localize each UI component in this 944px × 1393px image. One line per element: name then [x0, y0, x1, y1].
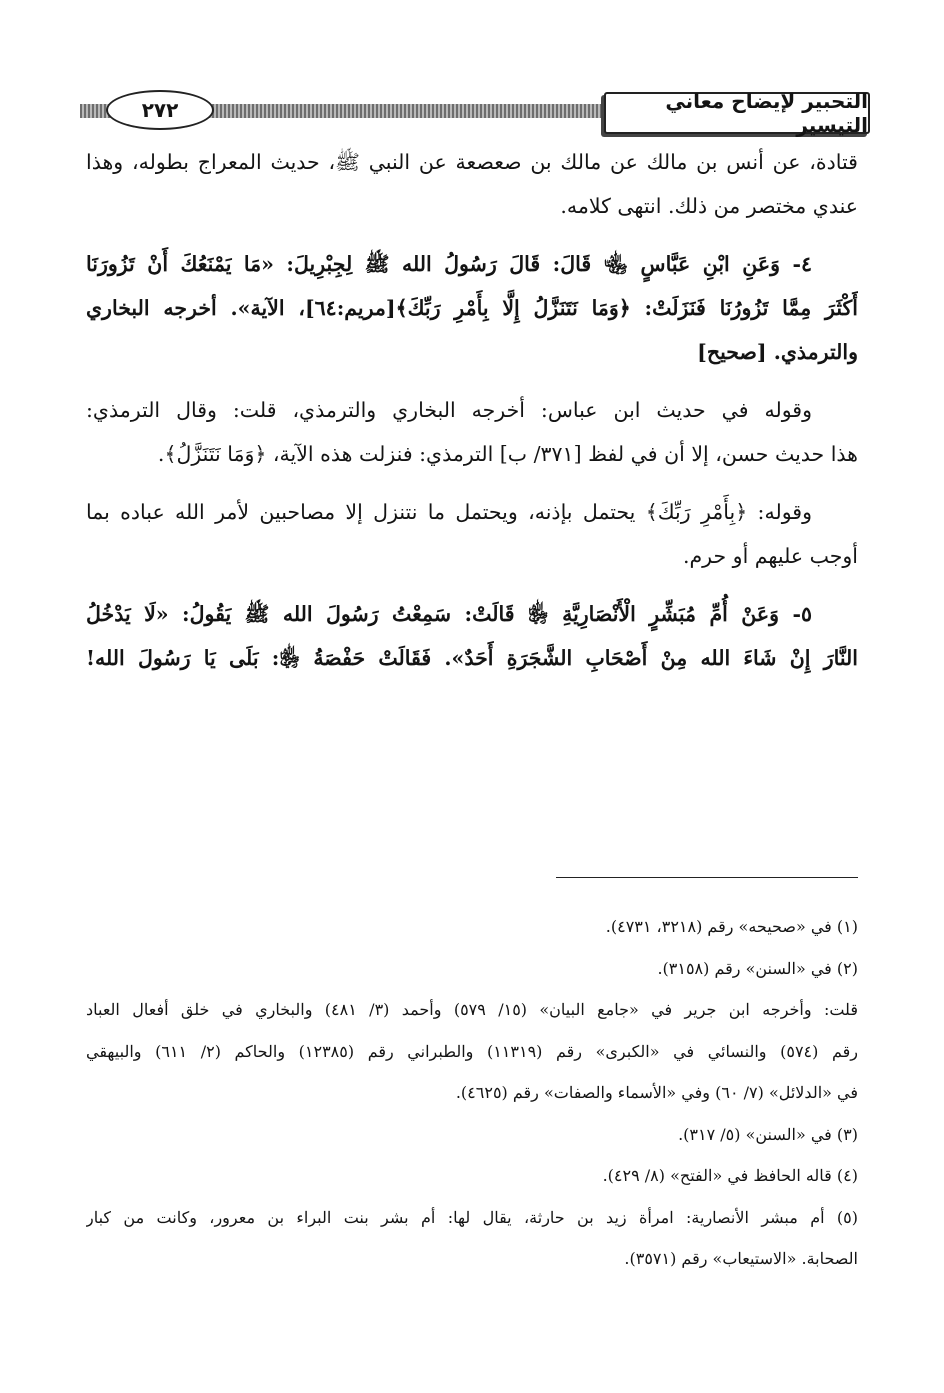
footnote-separator — [556, 877, 858, 878]
text-line: وقوله في حديث ابن عباس: أخرجه البخاري والترمذي، قلت: وقال الترمذي: — [86, 398, 812, 422]
footnote: (٣) في «السنن» (٥/ ٣١٧). — [678, 1124, 858, 1144]
footnotes — [86, 906, 858, 1280]
text-line: عندي مختصر من ذلك. انتهى كلامه. — [560, 194, 858, 218]
text-line: قتادة، عن أنس بن مالك عن مالك بن صعصعة عن النبي ﷺ، حديث المعراج بطوله، وهذا — [86, 150, 858, 174]
text-line: هذا حديث حسن، إلا أن في لفظ [٣٧١/ ب] الترمذي: فنزلت هذه الآية، ﴿وَمَا نَتَنَزَّلُ﴾. — [157, 442, 858, 466]
footnote: (٥) أم مبشر الأنصارية: امرأة زيد بن حارثة، يقال لها: أم بشر بنت البراء بن معرور، وكانت من كبار — [86, 1207, 858, 1227]
footnote: في «الدلائل» (٧/ ٦٠) وفي «الأسماء والصفات» رقم (٤٦٢٥). — [455, 1083, 858, 1102]
page-header — [80, 84, 870, 136]
hadith-5-line: ٥- وَعَنْ أُمِّ مُبَشِّرٍ الْأَنْصَارِيَّةِ ﵂ قَالَتْ: سَمِعْتُ رَسُولَ الله ﷺ يَقُولُ: «لَا يَدْخُلُ — [86, 602, 812, 626]
footnote: قلت: وأخرجه ابن جرير في «جامع البيان» (١٥/ ٥٧٩) وأحمد (٣/ ٤٨١) والبخاري في خلق أفعال العباد — [86, 1000, 858, 1019]
footnote: (٤) قاله الحافظ في «الفتح» (٨/ ٤٢٩). — [602, 1166, 858, 1185]
text-line: أوجب عليهم أو حرم. — [682, 544, 858, 568]
hadith-4-line: والترمذي. [صحيح] — [697, 340, 858, 364]
footnote: (١) في «صحيحه» رقم (٣٢١٨، ٤٧٣١). — [605, 917, 858, 936]
book-title: التحبير لإيضاح معاني التيسير — [604, 92, 870, 134]
hadith-5-line: النَّارَ إِنْ شَاءَ الله مِنْ أَصْحَابِ الشَّجَرَةِ أَحَدٌ». فَقَالَتْ حَفْصَةُ ﵂: بَلَى يَا رَسُولَ الله! — [86, 646, 858, 670]
text-line: وقوله: ﴿بِأَمْرِ رَبِّكَ﴾ يحتمل بإذنه، ويحتمل ما نتنزل إلا مصاحبين لأمر الله عباده بما — [86, 500, 812, 524]
footnote: (٢) في «السنن» رقم (٣١٥٨). — [657, 958, 858, 978]
main-text — [86, 140, 858, 680]
hadith-4-line: أَكْثَرَ مِمَّا تَزُورُنَا فَنَزَلَتْ: ﴿وَمَا نَتَنَزَّلُ إِلَّا بِأَمْرِ رَبِّكَ﴾[مريم:٦٤]، الآية». أخرجه البخاري — [86, 296, 858, 320]
footnote: الصحابة. «الاستيعاب» رقم (٣٥٧١). — [624, 1249, 858, 1268]
page-number: ٢٧٢ — [106, 90, 214, 130]
hadith-4-line: ٤- وَعَنِ ابْنِ عَبَّاسٍ ﵄ قَالَ: قَالَ رَسُولُ الله ﷺ لِجِبْرِيلَ: «مَا يَمْنَعُكَ أَنْ تَزُورَنَا — [86, 252, 812, 276]
footnote: رقم (٥٧٤) والنسائي في «الكبرى» رقم (١١٣١٩) والطبراني رقم (١٢٣٨٥) والحاكم (٢/ ٦١١) والبيهقي — [86, 1041, 858, 1061]
